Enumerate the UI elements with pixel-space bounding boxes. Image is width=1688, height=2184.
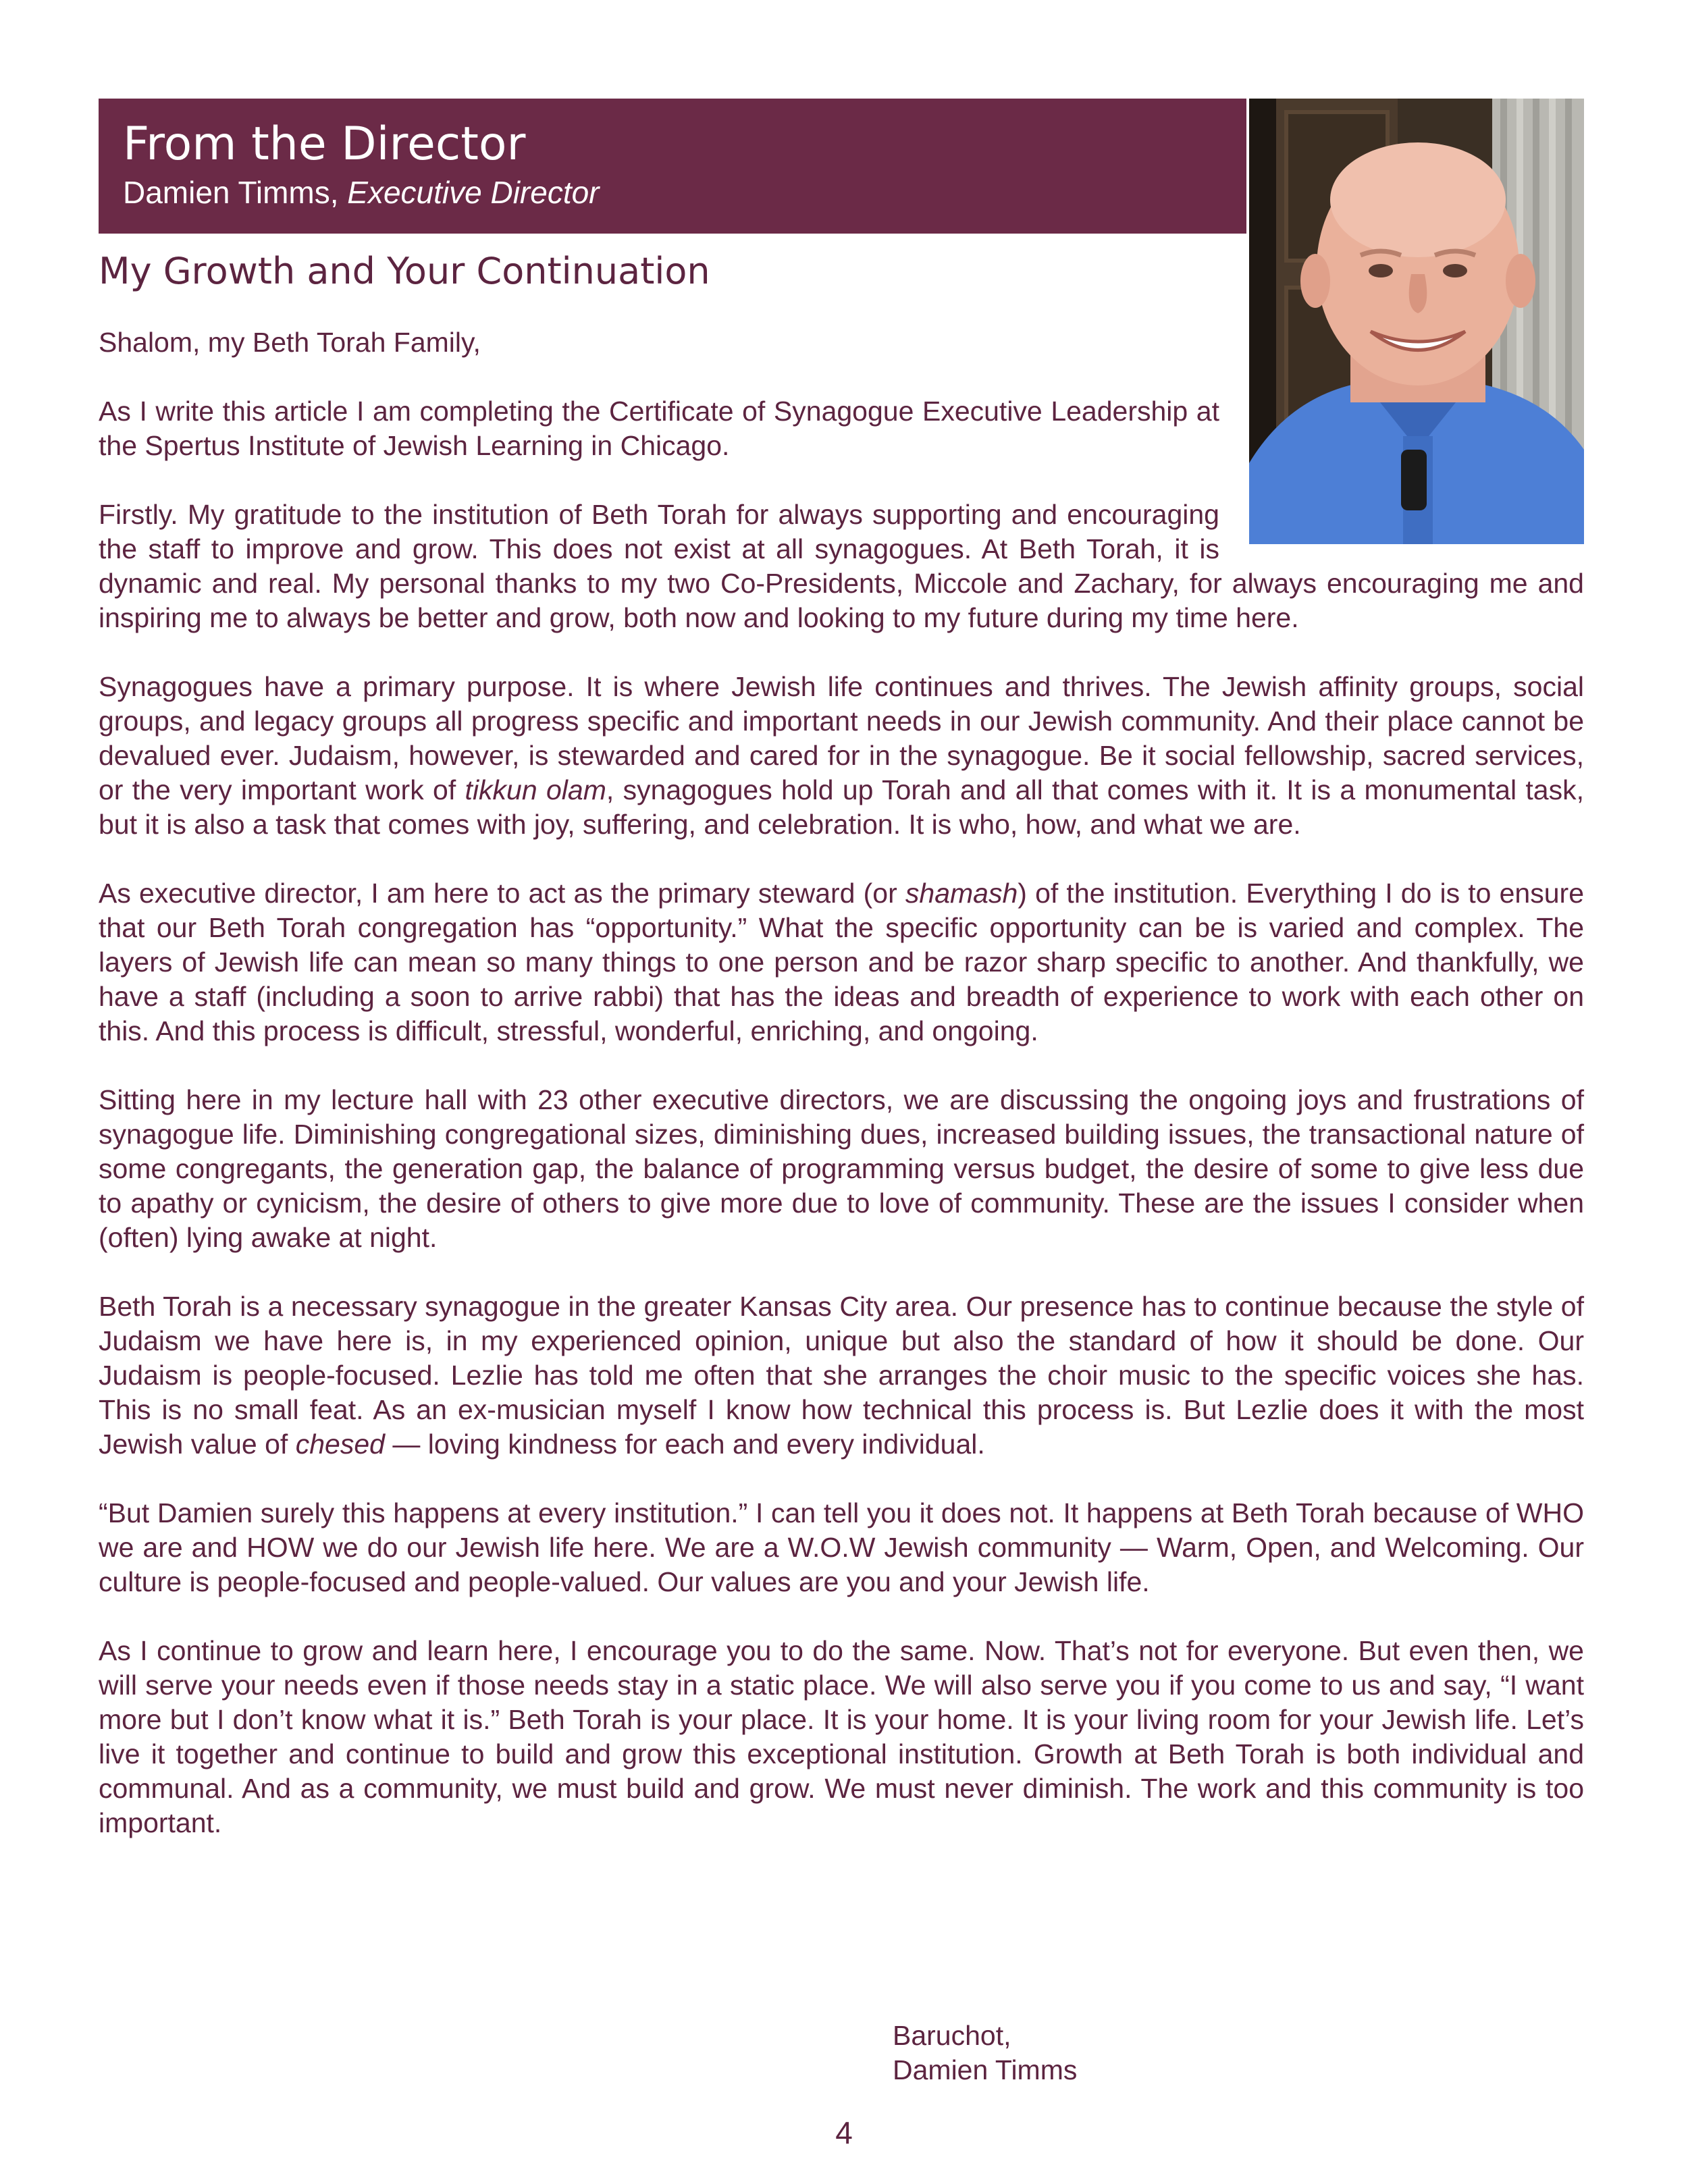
article-body bbox=[99, 325, 1584, 1875]
paragraph-2: Firstly. My gratitude to the institution of Beth Torah for always supporting and encouraging the staff to improve and grow. This does not exist at all synagogues. At Beth Torah, it is dynamic and real. My personal thanks to my two Co-Presidents, Miccole and Zachary, for always encouraging me and inspiring me to always be better and grow, both now and looking to my future during my time here. bbox=[99, 499, 1584, 633]
paragraph-6-text-b: — loving kindness for each and every individual. bbox=[384, 1429, 985, 1460]
paragraph-6-text-a: Beth Torah is a necessary synagogue in the greater Kansas City area. Our presence has to continue because the style of Judaism we have here is, in my experienced opinion, unique but also the standard of how it should be done. Our Judaism is people-focused. Lezlie has told me often that she arranges the choir music to the specific voices she has. This is no small feat. As an ex-musician myself I know how technical this process is. But Lezlie does it with the most Jewish value of bbox=[99, 1291, 1584, 1460]
paragraph-3-italic: tikkun olam bbox=[465, 774, 606, 805]
author-byline bbox=[123, 177, 600, 208]
article-title: My Growth and Your Continuation bbox=[99, 250, 710, 292]
paragraph-1: As I write this article I am completing the Certificate of Synagogue Executive Leadership at the Spertus Institute of Jewish Learning in Chicago. bbox=[99, 396, 1219, 461]
signoff bbox=[893, 2019, 1077, 2087]
author-role: Executive Director bbox=[347, 175, 600, 210]
paragraph-4-italic: shamash bbox=[905, 878, 1018, 909]
section-header bbox=[99, 99, 1246, 234]
page-number: 4 bbox=[835, 2115, 853, 2150]
paragraph-8: As I continue to grow and learn here, I encourage you to do the same. Now. That’s not for everyone. But even then, we will serve your needs even if those needs stay in a static place. We will also serve you if you come to us and say, “I want more but I don’t know what it is.” Beth Torah is your place. It is your home. It is your living room for your Jewish life. Let’s live it together and continue to build and grow this exceptional institution. Growth at Beth Torah is both individual and communal. And as a community, we must build and grow. We must never diminish. The work and this community is too important. bbox=[99, 1635, 1584, 1838]
photo-wrap-spacer bbox=[1219, 325, 1584, 555]
signoff-closing: Baruchot, bbox=[893, 2020, 1011, 2051]
paragraph-5: Sitting here in my lecture hall with 23 other executive directors, we are discussing the ongoing joys and frustrations of synagogue life. Diminishing congregational sizes, diminishing dues, increased building issues, the transactional nature of some congregants, the generation gap, the balance of programming versus budget, the desire of some to give less due to apathy or cynicism, the desire of others to give more due to love of community. These are the issues I consider when (often) lying awake at night. bbox=[99, 1084, 1584, 1253]
paragraph-3-text-a: Synagogues have a primary purpose. It is where Jewish life continues and thrives. The Jewish affinity groups, social groups, and legacy groups all progress specific and important needs in our Jewish community. And their place cannot be devalued ever. Judaism, however, is stewarded and cared for in the synagogue. Be it social fellowship, sacred services, or the very important work of bbox=[99, 671, 1584, 805]
paragraph-7: “But Damien surely this happens at every institution.” I can tell you it does not. It happens at Beth Torah because of WHO we are and HOW we do our Jewish life here. We are a W.O.W Jewish community — Warm, Open, and Welcoming. Our culture is people-focused and people-valued. Our values are you and your Jewish life. bbox=[99, 1497, 1584, 1597]
signoff-name: Damien Timms bbox=[893, 2054, 1078, 2085]
paragraph-4-text-b: ) of the institution. Everything I do is to ensure that our Beth Torah congregation has “opportunity.” What the specific opportunity can be is varied and complex. The layers of Jewish life can mean so many things to one person and be razor sharp specific to another. And thankfully, we have a staff (including a soon to arrive rabbi) that has the ideas and breadth of experience to work with each other on this. And this process is difficult, stressful, wonderful, enriching, and ongoing. bbox=[99, 878, 1584, 1046]
paragraph-3 bbox=[99, 670, 1584, 842]
author-name: Damien Timms, bbox=[123, 175, 339, 210]
paragraph-6 bbox=[99, 1289, 1584, 1462]
paragraph-4 bbox=[99, 876, 1584, 1048]
greeting: Shalom, my Beth Torah Family, bbox=[99, 327, 481, 358]
paragraph-6-italic: chesed bbox=[295, 1429, 385, 1460]
section-title: From the Director bbox=[123, 117, 526, 171]
paragraph-4-text-a: As executive director, I am here to act as the primary steward (or bbox=[99, 878, 905, 909]
paragraph-3-text-b: , synagogues hold up Torah and all that comes with it. It is a monumental task, but it is also a task that comes with joy, suffering, and celebration. It is who, how, and what we are. bbox=[99, 774, 1584, 840]
